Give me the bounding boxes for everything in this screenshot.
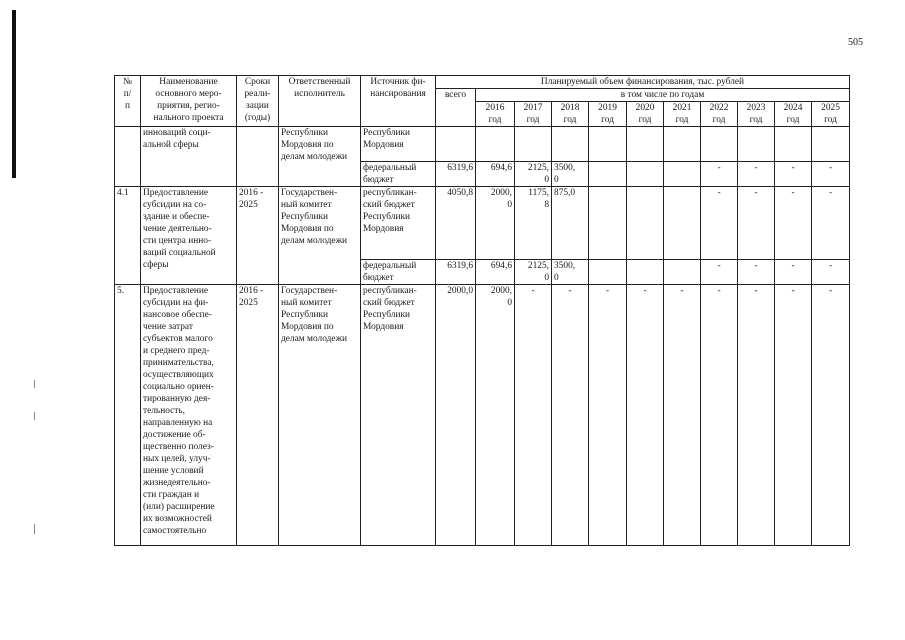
header-by-years: в том числе по годам [476, 89, 850, 102]
year-cell [589, 162, 627, 187]
year-cell [775, 127, 812, 162]
year-cell [589, 187, 627, 260]
header-num: № п/ п [115, 76, 141, 127]
year-cell: - [738, 187, 775, 260]
header-year: 2018 год [552, 102, 589, 127]
year-cell: 1175, 8 [515, 187, 552, 260]
financing-table [114, 75, 850, 546]
row-total: 4050,8 [436, 187, 476, 260]
header-year: 2023 год [738, 102, 775, 127]
row-source: федеральный бюджет [361, 162, 436, 187]
page-number: 505 [848, 37, 863, 48]
year-cell: - [664, 285, 701, 546]
header-terms: Сроки реали- зации (годы) [237, 76, 279, 127]
year-cell: - [589, 285, 627, 546]
year-cell [476, 127, 515, 162]
scan-margin-mark [34, 412, 35, 420]
year-cell [701, 127, 738, 162]
year-cell: - [701, 187, 738, 260]
year-cell [664, 187, 701, 260]
year-cell: 2125, 0 [515, 162, 552, 187]
row-terms [237, 127, 279, 187]
year-cell [515, 127, 552, 162]
row-executor: Государствен- ный комитет Республики Мордовия по делам молодежи [279, 285, 361, 546]
row-source: Республики Мордовия [361, 127, 436, 162]
row-source: республикан- ский бюджет Республики Мордовия [361, 285, 436, 546]
year-cell: - [701, 260, 738, 285]
header-year: 2016 год [476, 102, 515, 127]
row-total: 2000,0 [436, 285, 476, 546]
year-cell [627, 187, 664, 260]
year-cell: - [775, 260, 812, 285]
year-cell [627, 127, 664, 162]
year-cell [812, 127, 850, 162]
header-planned: Планируемый объем финансирования, тыс. рублей [436, 76, 850, 89]
row-name: инноваций соци- альной сферы [141, 127, 237, 187]
header-name: Наименование основного меро- приятия, регио- нального проекта [141, 76, 237, 127]
row-terms: 2016 - 2025 [237, 187, 279, 285]
row-executor: Государствен- ный комитет Республики Мордовия по делам молодежи [279, 187, 361, 285]
header-year: 2024 год [775, 102, 812, 127]
row-num: 4.1 [115, 187, 141, 285]
row-total [436, 127, 476, 162]
year-cell: - [775, 187, 812, 260]
year-cell: 2125, 0 [515, 260, 552, 285]
row-terms: 2016 - 2025 [237, 285, 279, 546]
year-cell [738, 127, 775, 162]
year-cell: - [812, 187, 850, 260]
year-cell [627, 260, 664, 285]
year-cell: 694,6 [476, 162, 515, 187]
row-executor: Республики Мордовия по делам молодежи [279, 127, 361, 187]
year-cell [552, 127, 589, 162]
year-cell: 2000, 0 [476, 187, 515, 260]
scan-margin-mark [34, 380, 35, 388]
year-cell: - [515, 285, 552, 546]
year-cell: - [701, 162, 738, 187]
header-source: Источник фи- нансирования [361, 76, 436, 127]
year-cell [589, 127, 627, 162]
scan-edge-mark [12, 10, 16, 178]
year-cell [664, 260, 701, 285]
header-executor: Ответственный исполнитель [279, 76, 361, 127]
year-cell: - [775, 285, 812, 546]
row-total: 6319,6 [436, 260, 476, 285]
year-cell: - [627, 285, 664, 546]
year-cell: 694,6 [476, 260, 515, 285]
year-cell [664, 127, 701, 162]
row-name: Предоставление субсидии на со- здание и обеспе- чение деятельно- сти центра инно- ваций социальной сферы [141, 187, 237, 285]
year-cell: - [738, 260, 775, 285]
row-source: республикан- ский бюджет Республики Мордовия [361, 187, 436, 260]
row-total: 6319,6 [436, 162, 476, 187]
header-year: 2021 год [664, 102, 701, 127]
year-cell: 875,0 [552, 187, 589, 260]
header-year: 2022 год [701, 102, 738, 127]
year-cell: - [738, 285, 775, 546]
header-year: 2019 год [589, 102, 627, 127]
row-source: федеральный бюджет [361, 260, 436, 285]
year-cell [589, 260, 627, 285]
row-num: 5. [115, 285, 141, 546]
header-year: 2017 год [515, 102, 552, 127]
year-cell: 3500, 0 [552, 260, 589, 285]
row-num [115, 127, 141, 187]
scan-margin-mark [34, 524, 35, 534]
year-cell [627, 162, 664, 187]
year-cell: 2000, 0 [476, 285, 515, 546]
header-year: 2020 год [627, 102, 664, 127]
year-cell [664, 162, 701, 187]
year-cell: - [775, 162, 812, 187]
year-cell: 3500, 0 [552, 162, 589, 187]
header-total: всего [436, 89, 476, 127]
header-year: 2025 год [812, 102, 850, 127]
year-cell: - [812, 162, 850, 187]
year-cell: - [812, 285, 850, 546]
row-name: Предоставление субсидии на фи- нансовое обеспе- чение затрат субъектов малого и среднего пред- принимательства, осуществляющих социально ориен- тированную дея- тельность, направленную на достижение об- щественно полез- ных целей, улуч- шение условий жизнедеятельно- сти граждан и (или) расширение их возможностей самостоятельно [141, 285, 237, 546]
year-cell: - [701, 285, 738, 546]
year-cell: - [738, 162, 775, 187]
year-cell: - [552, 285, 589, 546]
year-cell: - [812, 260, 850, 285]
